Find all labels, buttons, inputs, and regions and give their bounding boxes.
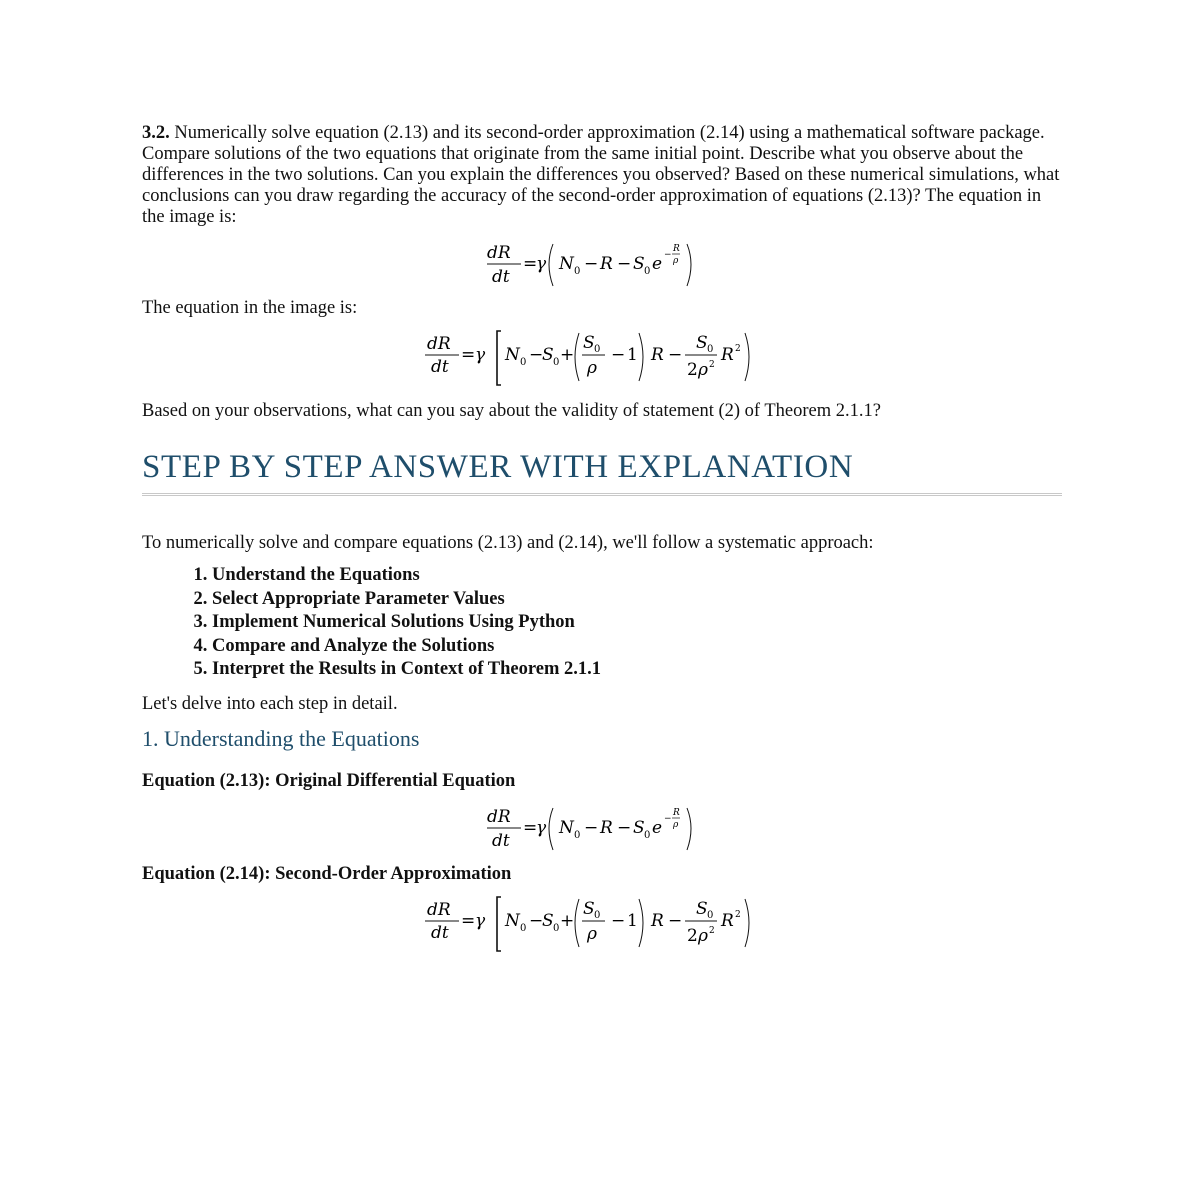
- svg-text:S: S: [583, 898, 595, 919]
- delve-text: Let's delve into each step in detail.: [142, 693, 398, 714]
- svg-text:S: S: [542, 910, 554, 931]
- svg-text:0: 0: [553, 357, 560, 368]
- svg-text:dt: dt: [431, 922, 449, 943]
- svg-text:dt: dt: [492, 830, 510, 851]
- svg-text:1: 1: [627, 910, 638, 931]
- equation-2-14-repeat: [142, 893, 1062, 959]
- svg-text:0: 0: [644, 266, 651, 277]
- svg-text:0: 0: [553, 922, 560, 934]
- svg-text:ρ: ρ: [587, 358, 597, 378]
- svg-text:e: e: [652, 254, 663, 274]
- equation-2-13-repeat-graphic: [487, 798, 727, 856]
- svg-text:=: =: [523, 817, 538, 838]
- list-item: 3. Implement Numerical Solutions Using Python: [212, 611, 1062, 635]
- equation-2-13-graphic: [487, 234, 727, 292]
- svg-text:N: N: [505, 910, 520, 931]
- eq-2-13-label: Equation (2.13): Original Differential Equation: [142, 770, 516, 791]
- svg-text:−: −: [584, 254, 599, 274]
- svg-text:S: S: [583, 333, 595, 353]
- svg-text:dR: dR: [487, 806, 511, 827]
- equation-2-13: [142, 234, 1062, 292]
- svg-text:γ: γ: [536, 254, 547, 274]
- answer-heading: STEP BY STEP ANSWER WITH EXPLANATION: [142, 447, 1062, 496]
- list-item: 1. Understand the Equations: [212, 564, 1062, 588]
- svg-text:−: −: [611, 345, 626, 365]
- svg-text:dR: dR: [487, 243, 511, 263]
- svg-text:dR: dR: [427, 334, 451, 354]
- svg-text:2: 2: [709, 925, 715, 936]
- problem-text: Numerically solve equation (2.13) and its second-order approximation (2.14) using a mathematical software package. Compare solutions of the two equations that originate from the same initial point. Describe what you observe about the differences in the two solutions. Can you explain the differences you observed? Based on these numerical simulations, what conclusions can you draw regarding the accuracy of the second-order approximation of equations (2.13)? The equation in the image is:: [142, 123, 1060, 227]
- svg-text:R: R: [651, 910, 664, 931]
- steps-list: [142, 564, 1062, 682]
- problem-statement: [142, 123, 1062, 228]
- svg-text:+: +: [560, 345, 575, 365]
- list-item: 5. Interpret the Results in Context of Theorem 2.1.1: [212, 658, 1062, 682]
- document-page: [142, 120, 1062, 959]
- equation-2-14: [142, 327, 1062, 393]
- svg-text:ρ: ρ: [673, 256, 679, 266]
- svg-text:N: N: [559, 817, 574, 838]
- svg-text:2: 2: [687, 925, 698, 946]
- svg-text:R: R: [600, 254, 613, 274]
- second-intro: The equation in the image is:: [142, 298, 358, 318]
- svg-text:=: =: [523, 254, 538, 274]
- svg-text:R: R: [673, 244, 680, 254]
- svg-text:0: 0: [707, 344, 714, 355]
- svg-text:dt: dt: [492, 267, 510, 287]
- eq-2-14-label: Equation (2.14): Second-Order Approximation: [142, 863, 512, 884]
- svg-text:ρ: ρ: [698, 925, 708, 946]
- svg-text:0: 0: [644, 829, 651, 841]
- svg-text:−: −: [617, 254, 632, 274]
- svg-text:S: S: [696, 333, 708, 353]
- closing-question: Based on your observations, what can you say about the validity of statement (2) of Theorem 2.1.1?: [142, 401, 881, 421]
- svg-text:N: N: [559, 254, 574, 274]
- svg-text:=: =: [461, 910, 476, 931]
- svg-text:e: e: [652, 817, 663, 838]
- equation-2-13-repeat: [142, 798, 1062, 856]
- svg-text:2: 2: [709, 360, 715, 370]
- equation-2-14-repeat-graphic: [425, 893, 805, 959]
- list-item: 2. Select Appropriate Parameter Values: [212, 588, 1062, 612]
- svg-text:dt: dt: [431, 357, 449, 377]
- svg-text:1: 1: [627, 345, 638, 365]
- svg-text:0: 0: [574, 266, 581, 277]
- svg-text:−: −: [668, 910, 683, 931]
- svg-text:0: 0: [594, 344, 601, 355]
- svg-text:−: −: [617, 817, 632, 838]
- svg-text:ρ: ρ: [587, 923, 597, 944]
- svg-text:0: 0: [594, 909, 601, 921]
- svg-text:0: 0: [520, 357, 527, 368]
- svg-text:S: S: [696, 898, 708, 919]
- svg-text:+: +: [560, 910, 575, 931]
- svg-text:−: −: [529, 910, 544, 931]
- svg-text:S: S: [633, 254, 645, 274]
- answer-intro: To numerically solve and compare equations (2.13) and (2.14), we'll follow a systematic approach:: [142, 533, 874, 553]
- svg-text:−: −: [529, 345, 544, 365]
- equation-2-14-graphic: [425, 327, 805, 393]
- svg-text:S: S: [542, 345, 554, 365]
- svg-text:dR: dR: [427, 899, 451, 920]
- svg-text:N: N: [505, 345, 520, 365]
- problem-number: 3.2.: [142, 123, 170, 143]
- svg-text:ρ: ρ: [698, 360, 708, 380]
- section-1-title: 1. Understanding the Equations: [142, 725, 420, 751]
- svg-text:γ: γ: [475, 345, 486, 365]
- svg-text:−: −: [584, 817, 599, 838]
- svg-text:=: =: [461, 345, 476, 365]
- svg-text:R: R: [651, 345, 664, 365]
- svg-text:R: R: [721, 345, 734, 365]
- svg-text:0: 0: [574, 829, 581, 841]
- svg-text:2: 2: [687, 360, 698, 380]
- svg-text:−: −: [668, 345, 683, 365]
- svg-text:−: −: [664, 813, 672, 824]
- svg-text:R: R: [673, 807, 680, 818]
- svg-text:0: 0: [707, 909, 714, 921]
- svg-text:S: S: [633, 817, 645, 838]
- svg-text:2: 2: [735, 909, 741, 920]
- list-item: 4. Compare and Analyze the Solutions: [212, 635, 1062, 659]
- svg-text:−: −: [664, 250, 672, 260]
- svg-text:0: 0: [520, 922, 527, 934]
- svg-text:2: 2: [735, 344, 741, 354]
- svg-text:γ: γ: [536, 817, 547, 838]
- svg-text:R: R: [721, 910, 734, 931]
- svg-text:ρ: ρ: [673, 819, 679, 830]
- svg-text:−: −: [611, 910, 626, 931]
- svg-text:R: R: [600, 817, 613, 838]
- svg-text:γ: γ: [475, 910, 486, 931]
